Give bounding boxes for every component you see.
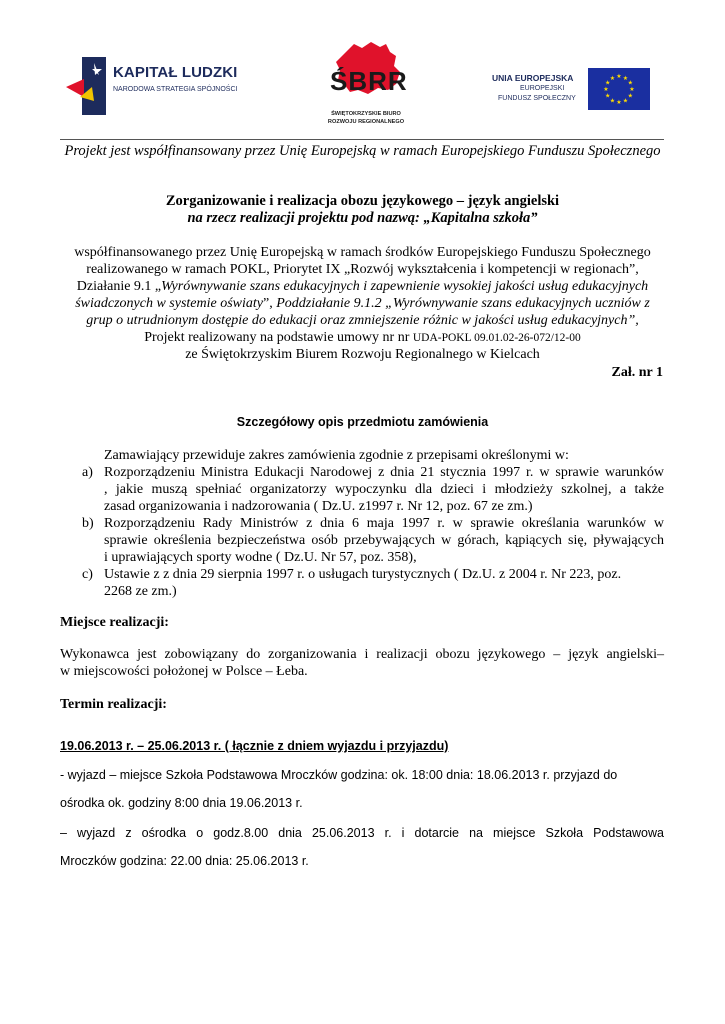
- document-title-line1: Zorganizowanie i realizacja obozu językowego – język angielski: [165, 193, 560, 209]
- eu-flag-icon: [588, 68, 650, 110]
- intro-line7: ze Świętokrzyskim Biurem Rozwoju Regionalnego w Kielcach: [185, 347, 540, 362]
- scope-item-b-line2: sprawie określenia bezpieczeństwa osób przebywających w górach, kąpiących się, pływających: [104, 533, 664, 548]
- eu-star-icon: ★: [616, 100, 622, 107]
- sbrr-subtitle: [316, 110, 416, 126]
- sbrr-subtitle-line2: ROZWOJU REGIONALNEGO: [327, 119, 405, 125]
- return-line2: Mroczków godzina: 22.00 dnia: 25.06.2013 r.: [60, 854, 309, 868]
- kapital-ludzki-logo: [66, 57, 246, 115]
- eu-star-icon: ★: [609, 98, 616, 105]
- contract-number: UDA-POKL 09.01.02-26-072/12-00: [412, 332, 581, 344]
- eu-logo: [492, 68, 652, 112]
- sbrr-subtitle-line1: ŚWIĘTOKRZYSKIE BIURO: [331, 111, 401, 117]
- kapital-ludzki-subtitle: NARODOWA STRATEGIA SPÓJNOŚCI: [113, 86, 238, 93]
- header-divider: [60, 139, 664, 140]
- eu-star-icon: ★: [627, 93, 633, 100]
- term-dates: 19.06.2013 r. – 25.06.2013 r. ( łącznie z dniem wyjazdu i przyjazdu): [60, 739, 449, 753]
- place-line2: w miejscowości położonej w Polsce – Łeba.: [60, 664, 308, 679]
- scope-item-b-marker: b): [82, 516, 94, 531]
- intro-line3-italic: Wyrównywanie szans edukacyjnych i zapewnienie wysokiej jakości usług edukacyjnych: [161, 279, 649, 294]
- eu-subtitle-line2: FUNDUSZ SPOŁECZNY: [498, 95, 576, 102]
- scope-item-c-line2: 2268 ze zm.): [104, 584, 177, 599]
- eu-star-icon: ★: [629, 87, 635, 94]
- intro-line3-prefix: Działanie 9.1 „: [76, 279, 162, 294]
- scope-item-c-line1: Ustawie z z dnia 29 sierpnia 1997 r. o usługach turystycznych ( Dz.U. z 2004 r. Nr 223, poz.: [104, 567, 622, 582]
- intro-line3: [0, 278, 725, 295]
- intro-line6-prefix: Projekt realizowany na podstawie umowy nr nr: [144, 330, 413, 345]
- document-title-line2: na rzecz realizacji projektu pod nazwą: „Kapitalna szkoła”: [187, 210, 538, 226]
- scope-item-a-line2: , jakie muszą spełniać organizatorzy wypoczynku dla dzieci i młodzieży szkolnej, a także: [104, 482, 664, 497]
- departure-line2: ośrodka ok. godziny 8:00 dnia 19.06.2013 r.: [60, 796, 303, 810]
- eu-star-icon: ★: [627, 80, 633, 87]
- intro-line4: [0, 295, 725, 312]
- return-line1: – wyjazd z ośrodka o godz.8.00 dnia 25.06.2013 r. i dotarcie na miejsce Szkoła Podstawowa: [60, 826, 664, 840]
- scope-item-a-marker: a): [82, 465, 93, 480]
- eu-subtitle-line1: EUROPEJSKI: [520, 85, 565, 92]
- scope-item-c-marker: c): [82, 567, 93, 582]
- intro-line4-italic-a: świadczonych w systemie oświaty: [75, 296, 264, 311]
- subject-heading: Szczegółowy opis przedmiotu zamówienia: [236, 415, 489, 429]
- eu-star-icon: ★: [622, 98, 629, 105]
- intro-line6: [0, 329, 725, 347]
- eu-star-icon: ★: [605, 80, 611, 87]
- intro-line4-quote: ”,: [263, 296, 277, 311]
- eu-star-icon: ★: [603, 87, 609, 94]
- intro-line4-italic-b: Poddziałanie 9.1.2 „Wyrównywanie szans edukacyjnych uczniów z: [276, 296, 650, 311]
- eu-title: UNIA EUROPEJSKA: [492, 73, 574, 83]
- eu-star-icon: ★: [609, 75, 616, 82]
- place-heading: Miejsce realizacji:: [60, 615, 169, 630]
- attachment-number: Zał. nr 1: [611, 365, 663, 380]
- scope-item-a-line3: zasad organizowania i nadzorowania ( Dz.U. z1997 r. Nr 12, poz. 67 ze zm.): [104, 499, 533, 514]
- place-line1: Wykonawca jest zobowiązany do zorganizowania i realizacji obozu językowego – język angielski–: [60, 647, 664, 662]
- sbrr-letters: ŚBRR: [330, 66, 408, 96]
- kapital-ludzki-emblem-icon: [66, 57, 108, 115]
- scope-intro: Zamawiający przewiduje zakres zamówienia zgodnie z przepisami określonymi w:: [104, 448, 569, 463]
- eu-star-icon: ★: [622, 75, 629, 82]
- kapital-ludzki-title: KAPITAŁ LUDZKI: [113, 64, 238, 81]
- scope-item-a-line1: Rozporządzeniu Ministra Edukacji Narodowej z dnia 21 stycznia 1997 r. w sprawie warunków: [104, 465, 664, 480]
- scope-item-b-line1: Rozporządzeniu Rady Ministrów z dnia 6 maja 1997 r. w sprawie określania warunków w: [104, 516, 664, 531]
- term-heading: Termin realizacji:: [60, 697, 167, 712]
- scope-item-b-line3: i uprawiających sporty wodne ( Dz.U. Nr 57, poz. 358),: [104, 550, 417, 565]
- cofinancing-tagline: Projekt jest współfinansowany przez Unię Europejską w ramach Europejskiego Funduszu Społecznego: [64, 143, 661, 159]
- eu-stars-icon: [588, 68, 650, 110]
- sbrr-logo: [316, 40, 416, 132]
- eu-star-icon: ★: [616, 74, 622, 81]
- intro-line1: współfinansowanego przez Unię Europejską w ramach środków Europejskiego Funduszu Społecznego: [74, 245, 651, 260]
- departure-line1: - wyjazd – miejsce Szkoła Podstawowa Mroczków godzina: ok. 18:00 dnia: 18.06.2013 r. przyjazd do: [60, 768, 618, 782]
- intro-line5: grup o utrudnionym dostępie do edukacji oraz zmniejszenie różnic w jakości usług edukacyjnych”,: [86, 313, 639, 328]
- eu-star-icon: ★: [605, 93, 611, 100]
- intro-line2: realizowanego w ramach POKL, Priorytet IX „Rozwój wykształcenia i kompetencji w regionach”,: [86, 262, 639, 277]
